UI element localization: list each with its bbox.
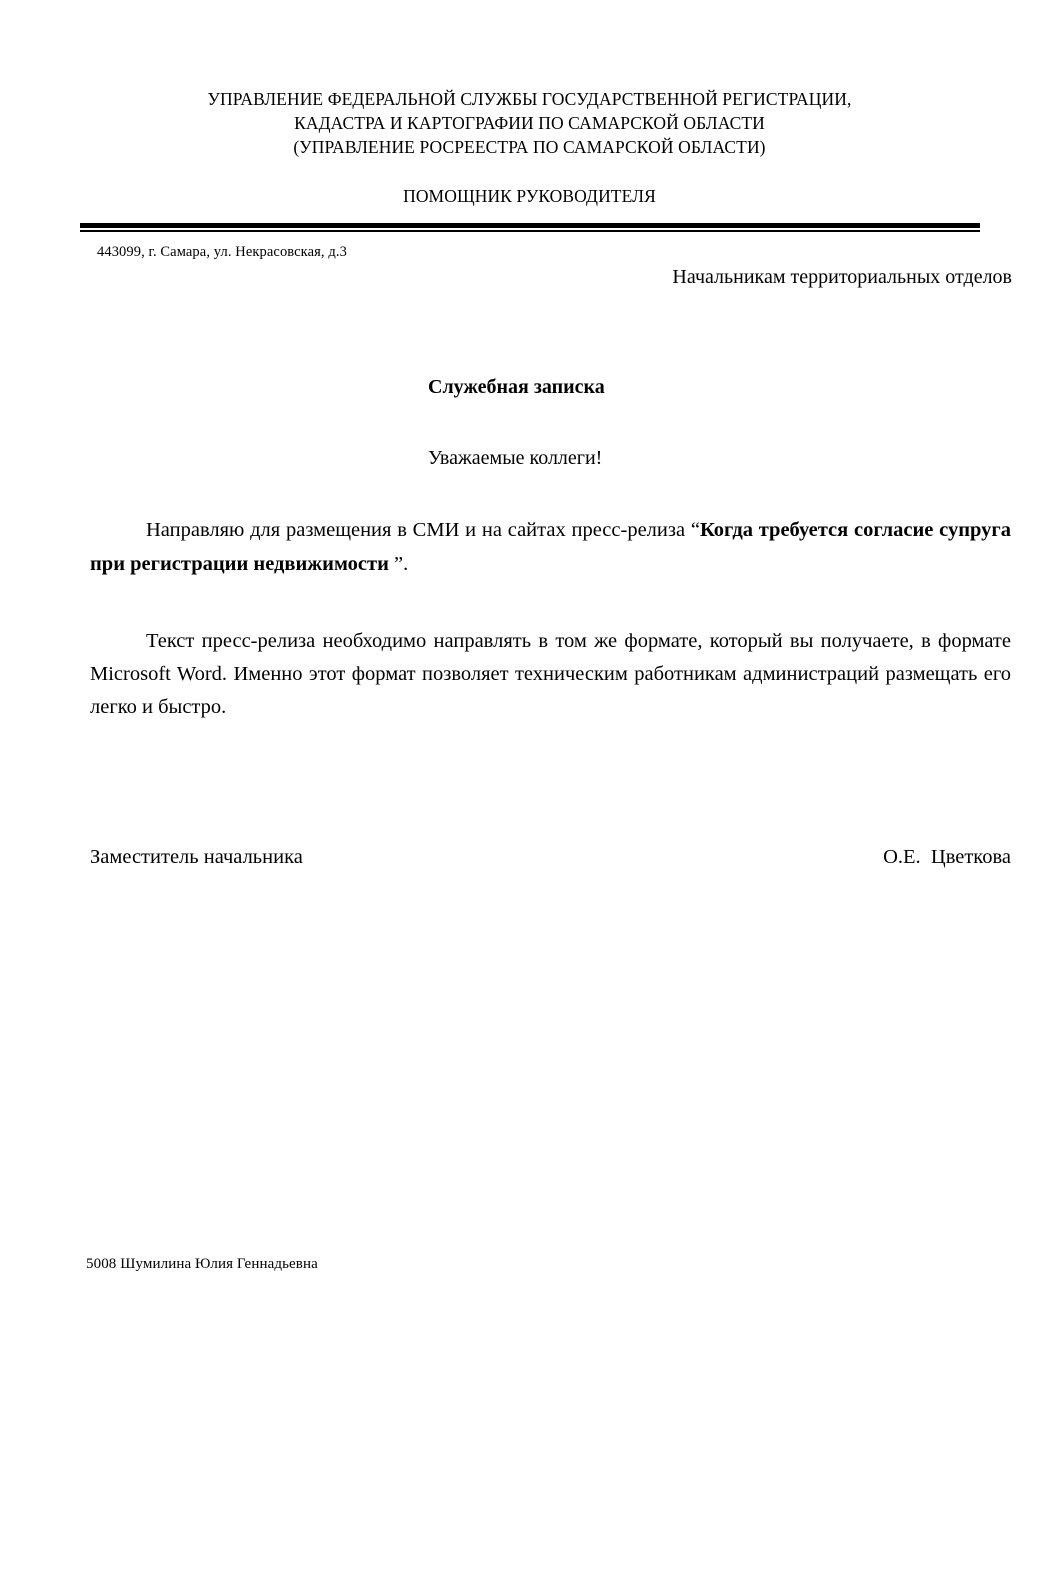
greeting: Уважаемые коллеги! <box>428 447 603 470</box>
press-release-title: Когда требуется согласие супруга при регистрации недвижимости <box>90 519 1011 575</box>
document-page <box>0 88 1059 1585</box>
paragraph-2: Текст пресс-релиза необходимо направлять в том же формате, который вы получаете, в формате Microsoft Word. Именно этот формат позволяет техническим работникам администраций размещать его легко и быстро. <box>90 629 1011 719</box>
letterhead-line-1: УПРАВЛЕНИЕ ФЕДЕРАЛЬНОЙ СЛУЖБЫ ГОСУДАРСТВЕННОЙ РЕГИСТРАЦИИ, <box>207 89 852 109</box>
letterhead-line-2: КАДАСТРА И КАРТОГРАФИИ ПО САМАРСКОЙ ОБЛАСТИ <box>294 112 765 133</box>
address-row <box>0 244 1059 304</box>
document-title: Служебная записка <box>428 376 605 399</box>
signer-name: О.Е. Цветкова <box>883 846 1011 869</box>
letterhead-role: ПОМОЩНИК РУКОВОДИТЕЛЯ <box>403 186 656 207</box>
paragraph-1 <box>90 514 1011 580</box>
divider-thin-line <box>80 230 980 232</box>
header-divider <box>80 223 980 232</box>
addressee: Начальникам территориальных отделов <box>672 266 1012 289</box>
letterhead-line-3: (УПРАВЛЕНИЕ РОСРЕЕСТРА ПО САМАРСКОЙ ОБЛАСТИ) <box>293 136 766 157</box>
paragraph-1-after: ”. <box>388 552 409 575</box>
org-address: 443099, г. Самара, ул. Некрасовская, д.3 <box>97 244 347 261</box>
signer-position: Заместитель начальника <box>90 846 303 869</box>
paragraph-1-before: Направляю для размещения в СМИ и на сайтах пресс-релиза “ <box>146 519 700 542</box>
executor-note: 5008 Шумилина Юлия Геннадьевна <box>86 1256 318 1272</box>
letterhead <box>0 88 1059 159</box>
document-body <box>0 376 1059 724</box>
signature-block <box>0 846 1059 869</box>
